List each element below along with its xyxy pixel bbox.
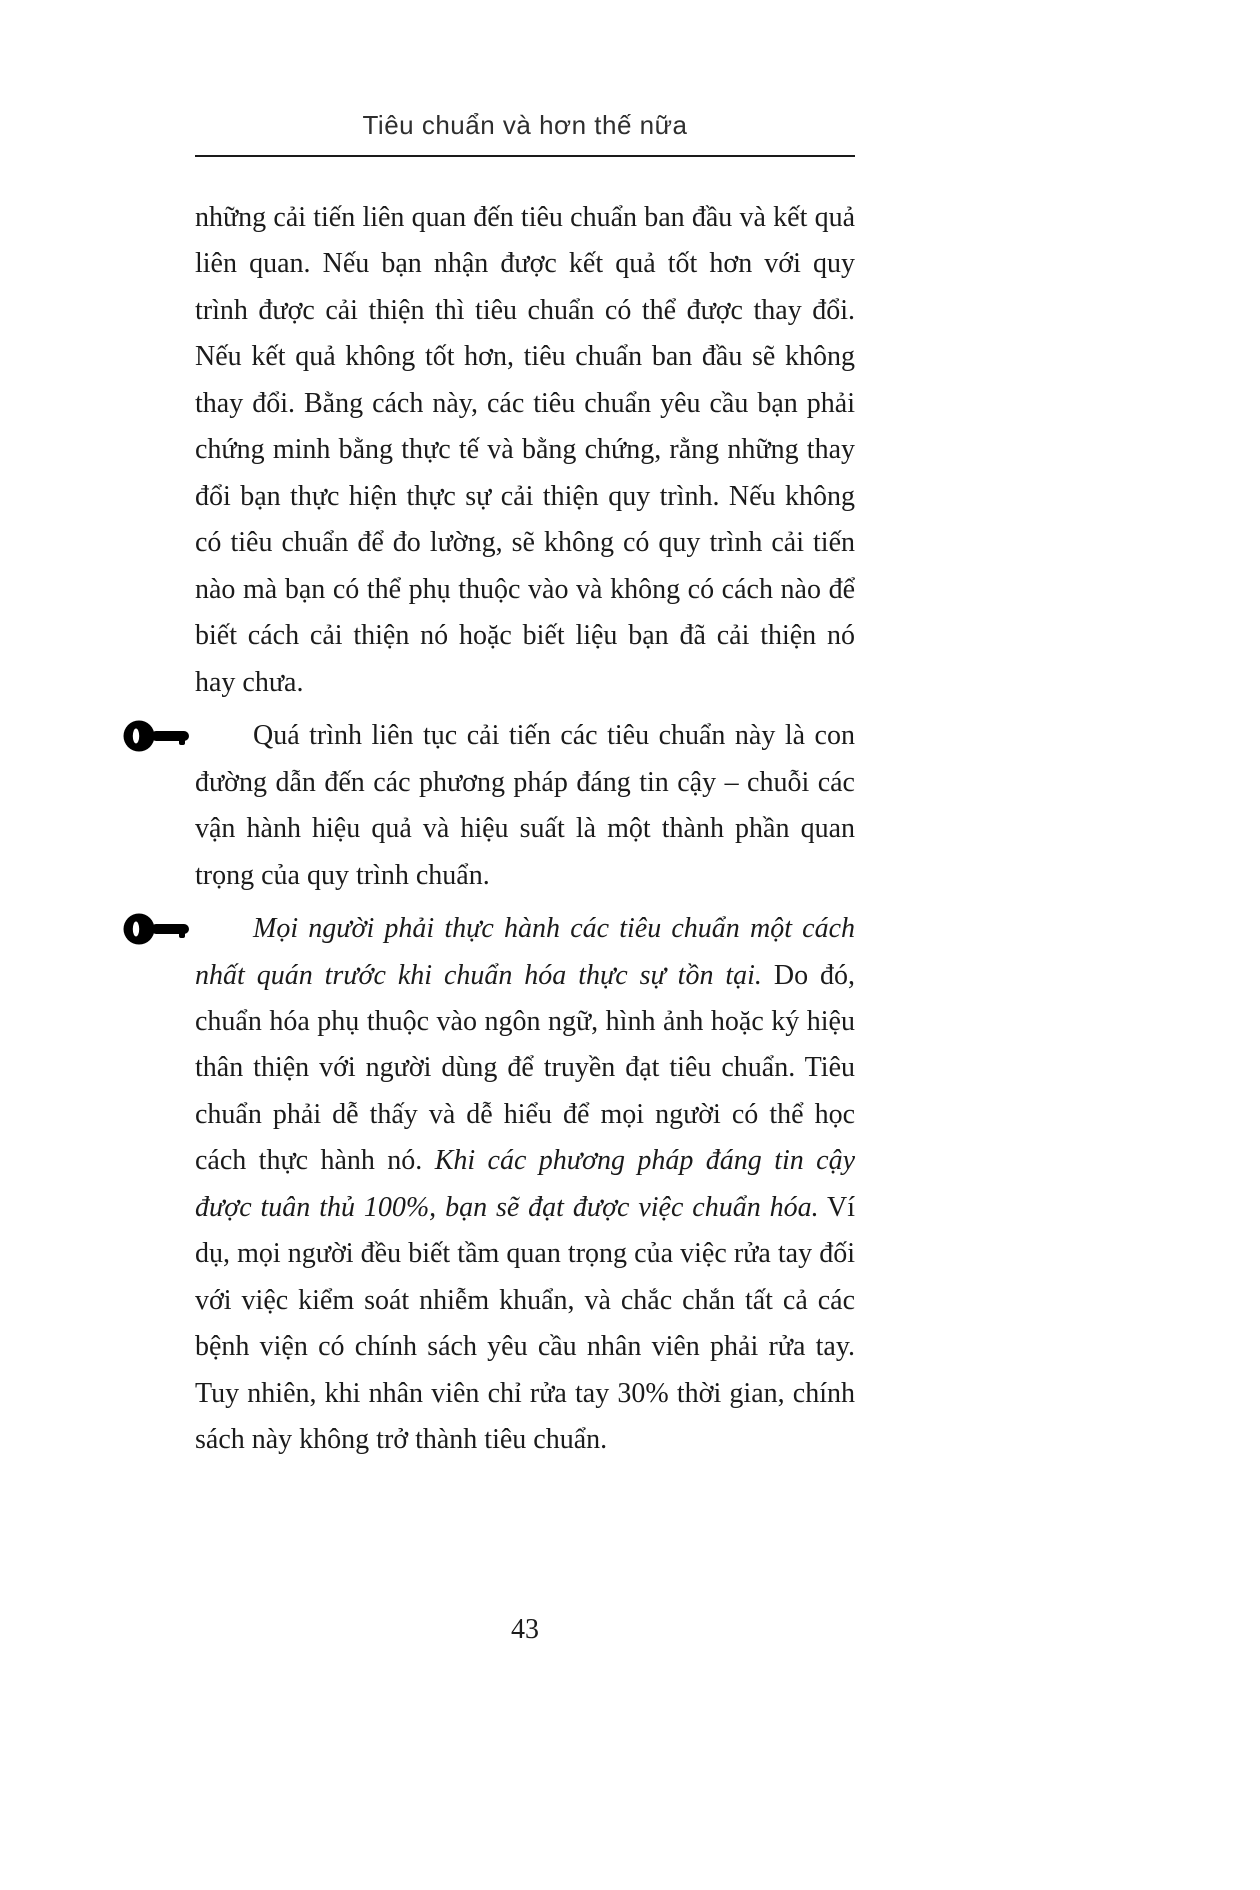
text-segment: Quá trình liên tục cải tiến các tiêu chuẩn này là con đường dẫn đến các phương pháp đáng tin cậy – chuỗi các vận hành hiệu quả và hiệu suất là một thành phần quan trọng của quy trình chuẩn.	[195, 720, 855, 891]
text-segment: Mọi người phải thực hành các tiêu chuẩn một cách nhất quán trước khi chuẩn hóa thực sự tồn tại.	[195, 913, 855, 991]
body-text	[195, 195, 855, 1464]
text-segment: Khi các phương pháp đáng tin cậy được tuân thủ 100%, bạn sẽ đạt được việc chuẩn hóa.	[195, 1145, 855, 1223]
paragraph	[195, 195, 855, 706]
key-icon	[123, 911, 191, 947]
key-icon	[123, 718, 191, 754]
text-segment: Ví dụ, mọi người đều biết tầm quan trọng của việc rửa tay đối với việc kiểm soát nhiễm khuẩn, và chắc chắn tất cả các bệnh viện có chính sách yêu cầu nhân viên phải rửa tay. Tuy nhiên, khi nhân viên chỉ rửa tay 30% thời gian, chính sách này không trở thành tiêu chuẩn.	[195, 1191, 856, 1456]
page-number: 43	[511, 1613, 539, 1645]
text-segment: Do đó, chuẩn hóa phụ thuộc vào ngôn ngữ, hình ảnh hoặc ký hiệu thân thiện với người dùng để truyền đạt tiêu chuẩn. Tiêu chuẩn phải dễ thấy và dễ hiểu để mọi người có thể học cách thực hành nó.	[195, 959, 855, 1177]
text-column	[195, 0, 855, 1646]
paragraph	[195, 906, 855, 1464]
running-header: Tiêu chuẩn và hơn thế nữa	[195, 110, 855, 157]
paragraph	[195, 713, 855, 899]
text-segment: những cải tiến liên quan đến tiêu chuẩn ban đầu và kết quả liên quan. Nếu bạn nhận được kết quả tốt hơn với quy trình được cải thiện thì tiêu chuẩn có thể được thay đổi. Nếu kết quả không tốt hơn, tiêu chuẩn ban đầu sẽ không thay đổi. Bằng cách này, các tiêu chuẩn yêu cầu bạn phải chứng minh bằng thực tế và bằng chứng, rằng những thay đổi bạn thực hiện thực sự cải thiện quy trình. Nếu không có tiêu chuẩn để đo lường, sẽ không có quy trình cải tiến nào mà bạn có thể phụ thuộc vào và không có cách nào để biết cách cải thiện nó hoặc biết liệu bạn đã cải thiện nó hay chưa.	[195, 202, 855, 698]
